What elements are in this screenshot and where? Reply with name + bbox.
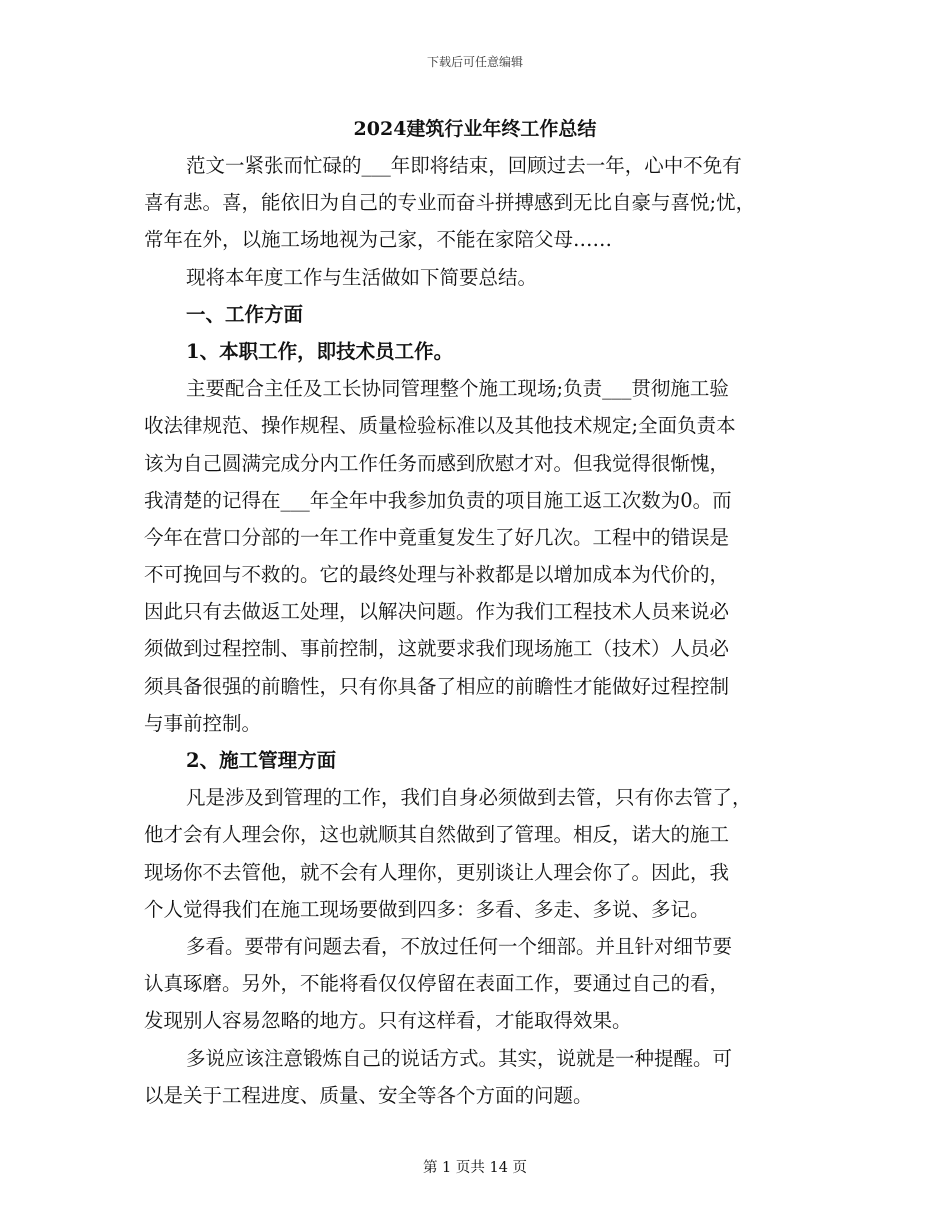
paragraph-line: 个人觉得我们在施工现场要做到四多：多看、多走、多说、多记。: [144, 897, 710, 921]
paragraph-line: 认真琢磨。另外，不能将看仅仅停留在表面工作，要通过自己的看，: [144, 972, 730, 996]
paragraph-line: 须具备很强的前瞻性，只有你具备了相应的前瞻性才能做好过程控制: [144, 674, 730, 698]
paragraph-line: 凡是涉及到管理的工作，我们自身必须做到去管，只有你去管了，: [186, 786, 752, 810]
paragraph-line: 他才会有人理会你，这也就顺其自然做到了管理。相反，诺大的施工: [144, 823, 730, 847]
subsection-heading: 1、本职工作，即技术员工作。: [186, 339, 454, 363]
paragraph-line: 发现别人容易忽略的地方。只有这样看，才能取得效果。: [144, 1009, 632, 1033]
paragraph-line: 我清楚的记得在___年全年中我参加负责的项目施工返工次数为0。而: [144, 488, 732, 512]
paragraph-line: 范文一紧张而忙碌的___年即将结束，回顾过去一年，心中不免有: [186, 154, 742, 177]
paragraph-line: 收法律规范、操作规程、质量检验标准以及其他技术规定;全面负责本: [144, 414, 736, 438]
paragraph-line: 该为自己圆满完成分内工作任务而感到欣慰才对。但我觉得很惭愧，: [144, 451, 730, 475]
page-footer: 第 1 页共 14 页: [422, 1160, 528, 1176]
paragraph-line: 喜有悲。喜，能依旧为自己的专业而奋斗拼搏感到无比自豪与喜悦;忧，: [144, 191, 756, 215]
paragraph-line: 现将本年度工作与生活做如下简要总结。: [186, 265, 538, 289]
paragraph-line: 常年在外，以施工场地视为己家，不能在家陪父母……: [144, 228, 613, 252]
paragraph-line: 以是关于工程进度、质量、安全等各个方面的问题。: [144, 1083, 593, 1107]
paragraph-line: 不可挽回与不救的。它的最终处理与补救都是以增加成本为代价的，: [144, 563, 730, 587]
subsection-heading: 2、施工管理方面: [186, 749, 337, 772]
section-heading: 一、工作方面: [186, 302, 304, 326]
paragraph-line: 因此只有去做返工处理，以解决问题。作为我们工程技术人员来说必: [144, 600, 730, 624]
paragraph-line: 多说应该注意锻炼自己的说话方式。其实，说就是一种提醒。可: [186, 1046, 733, 1070]
document-body: [144, 147, 804, 1114]
document-title: 2024建筑行业年终工作总结: [353, 118, 597, 140]
page-header: 下载后可任意编辑: [426, 55, 523, 69]
paragraph-line: 现场你不去管他，就不会有人理你，更别谈让人理会你了。因此，我: [144, 860, 730, 884]
paragraph-line: 与事前控制。: [144, 711, 262, 735]
paragraph-line: 今年在营口分部的一年工作中竟重复发生了好几次。工程中的错误是: [144, 525, 730, 549]
paragraph-line: 须做到过程控制、事前控制，这就要求我们现场施工（技术）人员必: [144, 637, 730, 661]
paragraph-line: 主要配合主任及工长协同管理整个施工现场;负责___贯彻施工验: [186, 377, 729, 401]
paragraph-line: 多看。要带有问题去看，不放过任何一个细部。并且针对细节要: [186, 934, 733, 958]
